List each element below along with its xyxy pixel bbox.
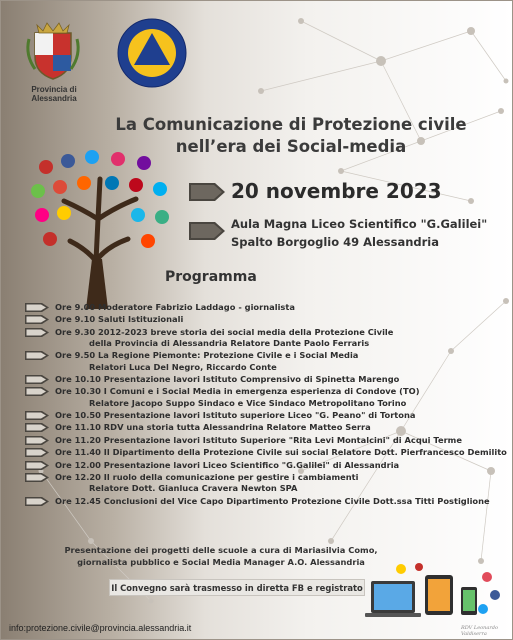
programma-item-sub: Relatore Jacopo Suppo Sindaco e Vice Sindaco Metropolitano Torino (89, 397, 407, 408)
programma-item-sub: della Provincia di Alessandria Relatore Dante Paolo Ferraris (89, 337, 370, 348)
programma-item (25, 410, 505, 421)
programma-item-sub: Relatore Dott. Gianluca Cravera Newton SPA (89, 483, 298, 494)
programma-item (25, 496, 505, 507)
note-line-2: giornalista pubblico e Social Media Manager A.O. Alessandria (77, 556, 365, 567)
broadcast-notice: Il Convegno sarà trasmesso in diretta FB e registrato (109, 579, 365, 596)
programma-item (25, 386, 505, 408)
social-media-tree-icon (26, 149, 174, 309)
programma-item-main: Ore 11.10 RDV una storia tutta Alessandrina Relatore Matteo Serra (55, 422, 371, 433)
programma-item-main: Ore 9.10 Saluti Istituzionali (55, 314, 184, 325)
province-caption: Provincia di Alessandria (31, 85, 77, 103)
programma-item (25, 314, 505, 325)
programma-item-main: Ore 12.45 Conclusioni del Vice Capo Dipartimento Protezione Civile Dott.ssa Titti Postiglione (55, 495, 490, 506)
title-line-1: La Comunicazione di Protezione civile (115, 115, 467, 134)
programma-item-main: Ore 9.00 Moderatore Fabrizio Laddago - giornalista (55, 302, 295, 312)
programma-item-main: Ore 9.30 2012-2023 breve storia dei social media della Protezione Civile (55, 326, 394, 337)
programma-item-main: Ore 10.30 I Comuni e i Social Media in emergenza esperienza di Condove (TO) (55, 386, 420, 397)
programma-item (25, 447, 505, 458)
programma-item-sub: Relatori Luca Del Negro, Riccardo Conte (89, 361, 277, 372)
arrow-marker-icon (25, 303, 49, 312)
event-venue (231, 215, 511, 251)
arrow-marker-icon (25, 436, 49, 445)
arrow-marker-icon (189, 183, 225, 201)
programma-item (25, 374, 505, 385)
arrow-marker-icon (25, 497, 49, 506)
arrow-marker-icon (189, 222, 225, 240)
note-line-1: Presentazione dei progetti delle scuole a cura di Mariasilvia Como, (64, 545, 378, 555)
programma-item-main: Ore 10.50 Presentazione lavori Istituto superiore Liceo "G. Peano" di Tortona (55, 409, 416, 420)
programma-item (25, 472, 505, 494)
arrow-marker-icon (25, 473, 49, 482)
event-date: 20 novembre 2023 (231, 179, 442, 203)
arrow-marker-icon (25, 423, 49, 432)
arrow-marker-icon (25, 411, 49, 420)
civil-protection-logo-icon (116, 17, 188, 89)
contact-email: info:protezione.civile@provincia.alessandria.it (9, 623, 192, 633)
programma-item-main: Ore 9.50 La Regione Piemonte: Protezione Civile e i Social Media (55, 350, 359, 361)
programma-item (25, 327, 505, 349)
artist-signature: RDV Leonardo Valdiserra (461, 625, 498, 637)
arrow-marker-icon (25, 328, 49, 337)
title-line-2: nell’era dei Social-media (175, 137, 407, 156)
arrow-marker-icon (25, 351, 49, 360)
venue-line-2: Spalto Borgoglio 49 Alessandria (231, 235, 439, 249)
programma-item (25, 460, 505, 471)
programma-item-main: Ore 12.20 Il ruolo della comunicazione per gestire i cambiamenti (55, 471, 359, 482)
venue-line-1: Aula Magna Liceo Scientifico "G.Galilei" (231, 217, 488, 231)
arrow-marker-icon (25, 375, 49, 384)
programma-heading: Programma (165, 269, 257, 285)
arrow-marker-icon (25, 315, 49, 324)
arrow-marker-icon (25, 387, 49, 396)
programma-item (25, 435, 505, 446)
arrow-marker-icon (25, 448, 49, 457)
province-crest-icon (23, 19, 83, 81)
programma-item (25, 350, 505, 372)
programma-item (25, 422, 505, 433)
programma-item-main: Ore 12.00 Presentazione lavori Liceo Scientifico "G.Galilei" di Alessandria (55, 459, 400, 470)
programma-item-main: Ore 11.40 Il Dipartimento della Protezione Civile sui social Relatore Dott. Pierfrancesco Demilito (55, 447, 507, 458)
programma-item-main: Ore 10.10 Presentazione lavori Istituto Comprensivo di Spinetta Marengo (55, 373, 400, 384)
programma-item-main: Ore 11.20 Presentazione lavori Istituto Superiore "Rita Levi Montalcini" di Acqui Terme (55, 434, 462, 445)
devices-icon (361, 561, 506, 631)
programma-item (25, 302, 505, 313)
schools-note (61, 545, 381, 568)
arrow-marker-icon (25, 461, 49, 470)
programma-list (25, 302, 505, 508)
